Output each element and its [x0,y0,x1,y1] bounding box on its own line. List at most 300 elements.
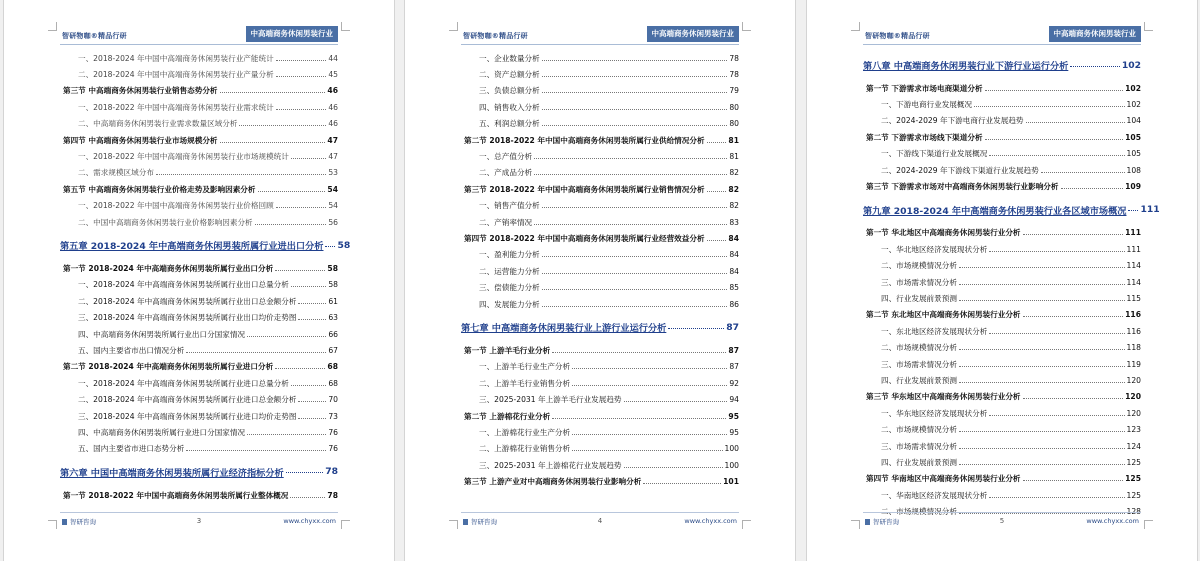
toc-entry-title: 三、2025-2031 年上游羊毛行业发展趋势 [479,395,622,405]
toc-dot-leader [258,191,326,192]
toc-entry-title: 五、利润总额分析 [479,119,540,129]
toc-dot-leader [298,418,326,419]
toc-entry-title: 一、2018-2022 年中国中高端商务休闲男装行业需求统计 [78,102,274,112]
toc-subsection-entry[interactable] [863,96,1141,112]
toc-entry-title: 三、市场需求情况分析 [881,441,957,451]
toc-entry-title: 三、偿债能力分析 [479,283,540,293]
header-brand: 智研物咖®精品行研 [865,32,930,40]
toc-dot-leader [542,109,728,110]
toc-page-number: 87 [726,321,739,333]
toc-page-number: 124 [1126,441,1141,451]
toc-dot-leader [276,109,327,110]
toc-dot-leader [534,158,727,159]
toc-page-number: 119 [1126,359,1141,369]
footer-url[interactable]: www.chyxx.com [684,517,737,525]
crop-mark [341,22,350,31]
document-page [806,0,1198,561]
toc-dot-leader [275,368,325,369]
header-tag: 中高端商务休闲男装行业 [647,26,740,42]
toc-subsection-entry[interactable] [461,66,739,82]
toc-page-number: 118 [1126,343,1141,353]
page-header [863,26,1141,45]
toc-entry-title: 一、盈利能力分析 [479,250,540,260]
toc-entry-title: 三、市场需求情况分析 [881,277,957,287]
toc-entry-title: 第一节 2018-2022 年中国中高端商务休闲男装所属行业整体概况 [63,490,289,500]
toc-dot-leader [707,240,727,241]
toc-dot-leader [985,139,1124,140]
toc-entry-title: 第四节 中高端商务休闲男装行业市场规模分析 [63,135,218,145]
toc-dot-leader [247,434,326,435]
page-footer [60,512,338,527]
toc-entry-title: 第二节 2018-2024 年中高端商务休闲男装所属行业进口分析 [63,362,274,372]
toc-entry-title: 四、中高端商务休闲男装所属行业进口分国家情况 [78,427,246,437]
toc-entry-title: 第七章 中高端商务休闲男装行业上游行业运行分析 [461,323,667,335]
toc-entry-title: 二、运营能力分析 [479,266,540,276]
toc-page-number: 54 [328,201,338,211]
toc-dot-leader [542,289,728,290]
toc-entry-title: 二、市场规模情况分析 [881,507,957,517]
toc-page-number: 54 [327,184,338,194]
toc-entry-title: 三、2018-2024 年中高端商务休闲男装所属行业出口均价走势图 [78,313,297,323]
toc-list [461,50,739,490]
toc-subsection-entry[interactable] [863,487,1141,503]
toc-page-number: 95 [729,427,739,437]
toc-subsection-entry[interactable] [60,66,338,82]
toc-page-number: 116 [1125,310,1141,320]
toc-subsection-entry[interactable] [863,274,1141,290]
toc-page-number: 101 [723,477,739,487]
toc-chapter-entry[interactable] [863,50,1141,80]
toc-entry-title: 一、2018-2024 年中高端商务休闲男装所属行业出口总量分析 [78,280,289,290]
toc-entry-title: 四、销售收入分析 [479,102,540,112]
toc-dot-leader [668,328,724,329]
toc-section-entry[interactable] [461,132,739,148]
toc-entry-title: 二、2018-2024 年中国中高端商务休闲男装行业产量分析 [78,70,274,80]
toc-page-number: 58 [327,263,338,273]
toc-dot-leader [985,90,1124,91]
toc-subsection-entry[interactable] [461,263,739,279]
footer-url[interactable]: www.chyxx.com [283,517,336,525]
toc-page-number: 125 [1126,457,1141,467]
toc-page-number: 78 [729,53,739,63]
toc-entry-title: 二、市场规模情况分析 [881,343,957,353]
toc-subsection-entry[interactable] [60,441,338,457]
toc-dot-leader [542,207,728,208]
toc-dot-leader [989,251,1124,252]
page-number: 3 [196,517,202,525]
toc-page-number: 115 [1126,293,1141,303]
toc-page-number: 85 [729,283,739,293]
toc-dot-leader [989,497,1124,498]
toc-section-entry[interactable] [461,408,739,424]
toc-subsection-entry[interactable] [60,293,338,309]
toc-dot-leader [220,142,326,143]
toc-subsection-entry[interactable] [863,356,1141,372]
toc-page-number: 94 [729,395,739,405]
toc-entry-title: 一、2018-2022 年中国中高端商务休闲男装行业价格回顾 [78,201,274,211]
toc-entry-title: 二、2024-2029 年下游线下渠道行业发展趋势 [881,165,1039,175]
toc-entry-title: 一、下游电商行业发展概况 [881,100,973,110]
toc-subsection-entry[interactable] [863,438,1141,454]
toc-subsection-entry[interactable] [60,116,338,132]
toc-page-number: 123 [1126,425,1141,435]
toc-subsection-entry[interactable] [461,375,739,391]
toc-section-entry[interactable] [461,230,739,246]
toc-entry-title: 第九章 2018-2024 年中高端商务休闲男装行业各区域市场概况 [863,205,1127,217]
toc-chapter-entry[interactable] [60,457,338,487]
toc-page-number: 47 [328,152,338,162]
toc-entry-title: 二、2024-2029 年下游电商行业发展趋势 [881,116,1024,126]
toc-list [60,50,351,503]
toc-page-number: 81 [728,135,739,145]
toc-page-number: 70 [328,395,338,405]
toc-page-number: 114 [1126,261,1141,271]
toc-section-entry[interactable] [60,132,338,148]
toc-section-entry[interactable] [863,80,1141,96]
toc-dot-leader [542,92,728,93]
toc-subsection-entry[interactable] [461,148,739,164]
toc-dot-leader [220,92,326,93]
toc-subsection-entry[interactable] [461,424,739,440]
toc-subsection-entry[interactable] [461,165,739,181]
toc-subsection-entry[interactable] [60,148,338,164]
toc-entry-title: 一、东北地区经济发展现状分析 [881,326,988,336]
toc-subsection-entry[interactable] [863,405,1141,421]
toc-page-number: 46 [328,119,338,129]
toc-dot-leader [542,125,728,126]
toc-subsection-entry[interactable] [461,441,739,457]
toc-dot-leader [974,106,1124,107]
toc-entry-title: 第一节 2018-2024 年中高端商务休闲男装所属行业出口分析 [63,263,274,273]
toc-section-entry[interactable] [60,487,338,503]
toc-entry-title: 四、行业发展前景预测 [881,375,957,385]
toc-entry-title: 第三节 2018-2022 年中国中高端商务休闲男装所属行业销售情况分析 [464,184,705,194]
toc-subsection-entry[interactable] [461,198,739,214]
toc-page-number: 80 [729,102,739,112]
toc-dot-leader [298,303,326,304]
page-number: 4 [597,517,603,525]
page-footer [863,512,1141,527]
crop-mark [449,520,458,529]
header-brand: 智研物咖®精品行研 [463,32,528,40]
page-header [461,26,739,45]
toc-page-number: 120 [1125,392,1141,402]
toc-entry-title: 三、2018-2024 年中高端商务休闲男装所属行业进口均价走势图 [78,411,297,421]
toc-dot-leader [959,267,1125,268]
toc-page-number: 108 [1126,165,1141,175]
toc-page-number: 63 [328,313,338,323]
toc-dot-leader [572,385,727,386]
toc-entry-title: 一、上游羊毛行业生产分析 [479,362,571,372]
toc-entry-title: 五、国内主要省市出口情况分析 [78,345,185,355]
toc-page-number: 100 [724,444,739,454]
toc-subsection-entry[interactable] [461,247,739,263]
toc-dot-leader [989,155,1124,156]
toc-subsection-entry[interactable] [461,391,739,407]
toc-entry-title: 第二节 东北地区中高端商务休闲男装行业分析 [866,310,1021,320]
crop-mark [1144,520,1153,529]
toc-dot-leader [542,60,728,61]
toc-page-number: 81 [729,152,739,162]
toc-page-number: 45 [328,70,338,80]
toc-dot-leader [552,352,726,353]
toc-dot-leader [534,174,727,175]
toc-page-number: 82 [729,201,739,211]
toc-entry-title: 二、2018-2024 年中高端商务休闲男装所属行业出口总金额分析 [78,296,297,306]
toc-subsection-entry[interactable] [863,162,1141,178]
toc-subsection-entry[interactable] [60,165,338,181]
document-page [404,0,796,561]
toc-dot-leader [959,448,1125,449]
toc-subsection-entry[interactable] [863,258,1141,274]
toc-entry-title: 第五节 中高端商务休闲男装行业价格走势及影响因素分析 [63,184,256,194]
toc-subsection-entry[interactable] [60,277,338,293]
header-tag: 中高端商务休闲男装行业 [246,26,339,42]
toc-entry-title: 四、行业发展前景预测 [881,457,957,467]
toc-section-entry[interactable] [461,181,739,197]
page-number: 5 [999,517,1005,525]
toc-page-number: 44 [328,53,338,63]
toc-subsection-entry[interactable] [60,214,338,230]
toc-dot-leader [959,464,1125,465]
toc-entry-title: 二、上游棉花行业销售分析 [479,444,571,454]
toc-subsection-entry[interactable] [60,342,338,358]
toc-entry-title: 四、发展能力分析 [479,299,540,309]
toc-page-number: 105 [1126,149,1141,159]
toc-dot-leader [572,434,727,435]
toc-section-entry[interactable] [863,389,1141,405]
toc-subsection-entry[interactable] [60,50,338,66]
toc-dot-leader [989,415,1124,416]
toc-dot-leader [276,60,327,61]
toc-subsection-entry[interactable] [461,359,739,375]
toc-entry-title: 一、2018-2022 年中国中高端商务休闲男装行业市场规模统计 [78,152,289,162]
toc-page-number: 100 [724,460,739,470]
toc-subsection-entry[interactable] [60,309,338,325]
toc-dot-leader [707,191,727,192]
toc-page-number: 111 [1126,244,1141,254]
toc-page-number: 84 [729,266,739,276]
toc-entry-title: 二、中国中高端商务休闲男装行业价格影响因素分析 [78,217,253,227]
toc-dot-leader [542,306,728,307]
toc-dot-leader [542,256,728,257]
toc-entry-title: 第一节 华北地区中高端商务休闲男装行业分析 [866,228,1021,238]
toc-subsection-entry[interactable] [60,198,338,214]
footer-url[interactable]: www.chyxx.com [1086,517,1139,525]
toc-page-number: 120 [1126,375,1141,385]
toc-entry-title: 二、市场规模情况分析 [881,425,957,435]
toc-dot-leader [542,76,728,77]
toc-entry-title: 第二节 2018-2022 年中国中高端商务休闲男装所属行业供给情况分析 [464,135,705,145]
toc-entry-title: 三、市场需求情况分析 [881,359,957,369]
toc-page-number: 78 [729,70,739,80]
toc-dot-leader [542,273,728,274]
toc-entry-title: 二、资产总额分析 [479,70,540,80]
toc-dot-leader [276,207,327,208]
toc-dot-leader [1128,210,1138,211]
toc-chapter-entry[interactable] [60,230,351,260]
toc-dot-leader [298,319,326,320]
footer-brand: 智研咨询 [62,517,96,526]
toc-subsection-entry[interactable] [461,296,739,312]
toc-entry-title: 第五章 2018-2024 年中高端商务休闲男装所属行业进出口分析 [60,241,324,253]
toc-dot-leader [156,174,326,175]
toc-subsection-entry[interactable] [863,113,1141,129]
toc-subsection-entry[interactable] [461,50,739,66]
toc-page-number: 78 [325,466,338,478]
toc-page-number: 125 [1125,474,1141,484]
toc-page-number: 76 [328,427,338,437]
toc-section-entry[interactable] [863,178,1141,194]
toc-subsection-entry[interactable] [461,83,739,99]
toc-dot-leader [959,431,1125,432]
toc-dot-leader [959,284,1125,285]
toc-dot-leader [291,385,326,386]
toc-subsection-entry[interactable] [60,391,338,407]
toc-dot-leader [1061,188,1124,189]
toc-dot-leader [959,349,1125,350]
toc-page-number: 84 [729,250,739,260]
toc-section-entry[interactable] [461,342,739,358]
toc-dot-leader [186,450,326,451]
toc-entry-title: 四、行业发展前景预测 [881,293,957,303]
toc-page-number: 66 [328,329,338,339]
header-brand: 智研物咖®精品行研 [62,32,127,40]
toc-dot-leader [276,76,327,77]
toc-subsection-entry[interactable] [461,116,739,132]
toc-page-number: 53 [328,168,338,178]
toc-dot-leader [247,336,326,337]
toc-entry-title: 三、2025-2031 年上游棉花行业发展趋势 [479,460,622,470]
toc-subsection-entry[interactable] [863,421,1141,437]
toc-section-entry[interactable] [60,83,338,99]
toc-page-number: 76 [328,444,338,454]
toc-subsection-entry[interactable] [863,146,1141,162]
toc-section-entry[interactable] [863,307,1141,323]
toc-entry-title: 五、国内主要省市进口态势分析 [78,444,185,454]
toc-subsection-entry[interactable] [60,326,338,342]
toc-entry-title: 三、负债总额分析 [479,86,540,96]
toc-page-number: 56 [328,217,338,227]
toc-entry-title: 一、2018-2024 年中高端商务休闲男装所属行业进口总量分析 [78,378,289,388]
toc-dot-leader [291,286,326,287]
toc-section-entry[interactable] [60,359,338,375]
toc-entry-title: 一、2018-2024 年中国中高端商务休闲男装行业产能统计 [78,53,274,63]
toc-subsection-entry[interactable] [461,214,739,230]
toc-entry-title: 二、市场规模情况分析 [881,261,957,271]
toc-section-entry[interactable] [461,473,739,489]
toc-entry-title: 一、华北地区经济发展现状分析 [881,244,988,254]
toc-dot-leader [572,450,722,451]
toc-dot-leader [325,246,335,247]
toc-subsection-entry[interactable] [461,457,739,473]
crop-mark [742,22,751,31]
toc-dot-leader [291,158,326,159]
toc-dot-leader [298,401,326,402]
crop-mark [48,22,57,31]
toc-page-number: 111 [1125,228,1141,238]
toc-dot-leader [552,418,726,419]
toc-entry-title: 第二节 下游需求市场线下渠道分析 [866,132,983,142]
toc-page-number: 86 [729,299,739,309]
crop-mark [851,520,860,529]
toc-section-entry[interactable] [863,471,1141,487]
document-page [3,0,395,561]
page-header [60,26,338,45]
toc-page-number: 73 [328,411,338,421]
toc-entry-title: 二、中高端商务休闲男装行业需求数量区域分析 [78,119,238,129]
toc-page-number: 46 [328,102,338,112]
footer-brand: 智研咨询 [463,517,497,526]
toc-entry-title: 一、企业数量分析 [479,53,540,63]
toc-page-number: 102 [1125,83,1141,93]
toc-page-number: 84 [728,233,739,243]
crop-mark [449,22,458,31]
toc-list [863,50,1160,520]
toc-subsection-entry[interactable] [863,339,1141,355]
toc-chapter-entry[interactable] [863,195,1160,225]
toc-chapter-entry[interactable] [461,312,739,342]
toc-dot-leader [624,401,728,402]
toc-page-number: 58 [328,280,338,290]
toc-entry-title: 第四节 2018-2022 年中国中高端商务休闲男装所属行业经营效益分析 [464,233,705,243]
toc-section-entry[interactable] [60,260,338,276]
crop-mark [48,520,57,529]
toc-subsection-entry[interactable] [461,279,739,295]
toc-dot-leader [255,224,327,225]
toc-dot-leader [1041,172,1125,173]
header-tag: 中高端商务休闲男装行业 [1049,26,1142,42]
toc-entry-title: 二、需求规模区域分布 [78,168,154,178]
toc-subsection-entry[interactable] [60,375,338,391]
toc-entry-title: 一、华东地区经济发展现状分析 [881,408,988,418]
toc-dot-leader [534,224,727,225]
toc-page-number: 46 [327,86,338,96]
crop-mark [851,22,860,31]
toc-entry-title: 第三节 上游产业对中高端商务休闲男装行业影响分析 [464,477,642,487]
toc-dot-leader [275,270,325,271]
toc-page-number: 102 [1121,59,1141,71]
toc-dot-leader [989,333,1124,334]
toc-section-entry[interactable] [863,129,1141,145]
toc-entry-title: 四、中高端商务休闲男装所属行业出口分国家情况 [78,329,246,339]
toc-subsection-entry[interactable] [60,408,338,424]
toc-page-number: 87 [728,345,739,355]
toc-dot-leader [624,467,723,468]
toc-dot-leader [959,300,1125,301]
crop-mark [341,520,350,529]
toc-section-entry[interactable] [60,181,338,197]
toc-subsection-entry[interactable] [60,99,338,115]
toc-page-number: 68 [327,362,338,372]
crop-mark [742,520,751,529]
toc-subsection-entry[interactable] [863,241,1141,257]
toc-subsection-entry[interactable] [60,424,338,440]
toc-page-number: 61 [328,296,338,306]
toc-subsection-entry[interactable] [863,372,1141,388]
toc-entry-title: 一、下游线下渠道行业发展概况 [881,149,988,159]
toc-subsection-entry[interactable] [863,323,1141,339]
toc-entry-title: 二、2018-2024 年中高端商务休闲男装所属行业进口总金额分析 [78,395,297,405]
toc-subsection-entry[interactable] [863,290,1141,306]
toc-entry-title: 一、总产值分析 [479,152,533,162]
toc-subsection-entry[interactable] [863,454,1141,470]
toc-entry-title: 二、产成品分析 [479,168,533,178]
toc-subsection-entry[interactable] [461,99,739,115]
toc-dot-leader [1026,122,1125,123]
toc-page-number: 82 [729,168,739,178]
toc-section-entry[interactable] [863,225,1141,241]
